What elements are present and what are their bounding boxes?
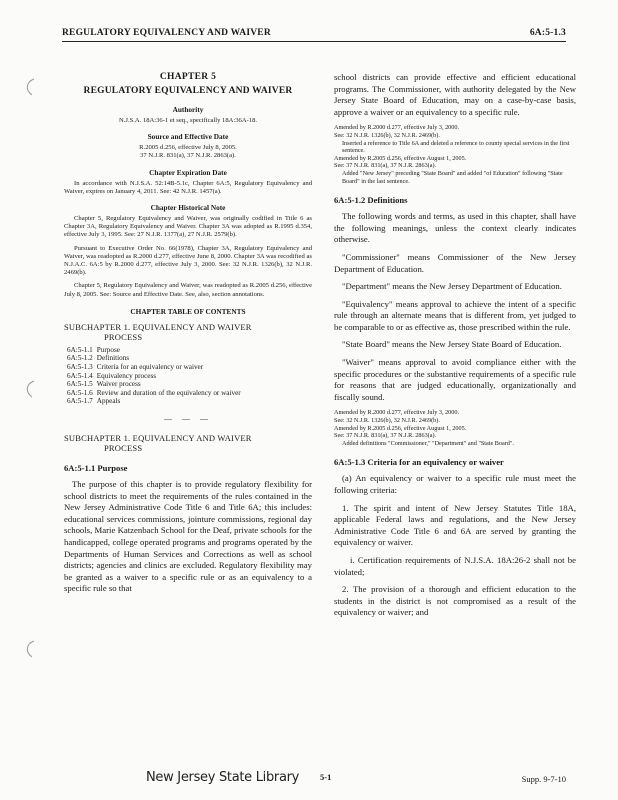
toc-title: Definitions [96, 354, 130, 363]
expiration-heading: Chapter Expiration Date [149, 167, 227, 177]
amendment-line: Added definitions "Commissioner," "Department" and "State Board". [342, 439, 514, 447]
toc-number: 6A:5-1.3 [67, 363, 93, 372]
chapter-heading [64, 72, 312, 96]
amendment-line: See: 32 N.J.R. 1326(b), 32 N.J.R. 2469(b). [334, 417, 440, 425]
history-heading: Chapter Historical Note [150, 203, 226, 213]
toc-row[interactable] [67, 363, 245, 372]
toc-row[interactable] [67, 346, 245, 355]
authority-text: N.J.S.A. 18A:36-1 et seq., specifically 18A:36A-18. [118, 117, 258, 124]
toc-subchapter [64, 322, 312, 342]
binding-hole-mark [22, 78, 38, 96]
amendment-line: Amended by R.2000 d.277, effective July 3, 2000. [334, 124, 459, 132]
amendment-note [334, 409, 576, 447]
binding-hole-mark [22, 640, 38, 658]
criteria-heading: 6A:5-1.3 Criteria for an equivalency or waiver [334, 457, 504, 468]
toc-number: 6A:5-1.1 [67, 345, 93, 354]
definitions-heading: 6A:5-1.2 Definitions [334, 195, 408, 206]
criteria-paragraph: (a) An equivalency or waiver to a specific rule must meet the following criteria: [334, 473, 576, 495]
toc-number: 6A:5-1.2 [67, 354, 93, 363]
amendment-line: See: 37 N.J.R. 831(a), 37 N.J.R. 2863(a). [334, 162, 437, 170]
toc-row[interactable] [67, 380, 245, 389]
purpose-text: The purpose of this chapter is to provide regulatory flexibility for school districts to meet the requirements of the rules contained in the New Jersey Administrative Code Title 6 and Title 6A; this includes: educational services commissions, jointure commissions, regional day schools, Marie Katzenbach School for the Deaf, private schools for the handicapped, college operated programs and programs operated by the Departments of Human Services and Corrections as well as school districts; agencies and clinics are excluded. Regulatory flexibility may be granted as a waiver to a specific rule or as an equivalency to a specific rule so that [64, 479, 312, 594]
supplement-date: Supp. 9-7-10 [521, 774, 566, 784]
history-note [64, 215, 312, 299]
source-heading: Source and Effective Date [147, 132, 229, 142]
toc-title: Appeals [96, 397, 121, 406]
toc-heading: CHAPTER TABLE OF CONTENTS [130, 306, 246, 316]
definition: "Equivalency" means approval to achieve the intent of a specific rule through an alternate means that is different from, yet judged to be comparable to or as effective as, those prescribed within the rule. [334, 298, 576, 332]
right-column [334, 72, 576, 625]
header-title: REGULATORY EQUIVALENCY AND WAIVER [62, 28, 271, 38]
purpose-heading: 6A:5-1.1 Purpose [64, 463, 128, 473]
library-stamp: New Jersey State Library [146, 770, 300, 785]
source-line: R.2005 d.256, effective July 8, 2005. [139, 144, 237, 152]
toc-number: 6A:5-1.7 [67, 397, 93, 406]
subchapter-heading [64, 433, 312, 453]
amendment-line: Amended by R.2000 d.277, effective July 3, 2000. [334, 409, 459, 417]
purpose-continued: school districts can provide effective and efficient educational programs. The Commissioner, with authority delegated by the New Jersey State Board of Education, may on a case-by-case basis, approve a waiver or an equivalency to a specific rule. [334, 72, 576, 117]
toc-title: Criteria for an equivalency or waiver [96, 363, 204, 372]
left-column [64, 72, 312, 601]
running-header [62, 28, 566, 42]
subchapter-line: SUBCHAPTER 1. EQUIVALENCY AND WAIVER [64, 433, 252, 443]
source-line: 37 N.J.R. 831(a), 37 N.J.R. 2863(a). [140, 152, 236, 160]
binding-hole-mark [22, 380, 38, 398]
toc-title: Equivalency process [96, 371, 157, 380]
amendment-line: Inserted a reference to Title 6A and deleted a reference to county special services in the first sentence. [342, 139, 570, 155]
amendment-line: See: 32 N.J.R. 1326(b), 32 N.J.R. 2469(b). [334, 131, 440, 139]
amendment-line: Added "New Jersey" preceding "State Board" and added "of Education" following "State Board" in the last sentence. [342, 169, 563, 185]
amendment-line: See: 37 N.J.R. 831(a), 37 N.J.R. 2863(a). [334, 432, 437, 440]
definition: "Waiver" means approval to avoid compliance either with the specific procedures or the substantive requirements of a specific rule for reasons that are judged educationally, organizationally and fiscally sound. [334, 357, 576, 402]
history-paragraph: Pursuant to Executive Order No. 66(1978), Chapter 3A, Regulatory Equivalency and Waiver, was readopted as R.2000 d.277, effective June 8, 2000. Chapter 3A was recodified as N.J.A.C. 6A:5 by R.2000 d.277, effective July 3, 2000. See: 32 N.J.R. 1326(b), 32 N.J.R. 2469(b). [64, 244, 312, 277]
toc-subchapter-line: SUBCHAPTER 1. EQUIVALENCY AND WAIVER [64, 321, 252, 332]
toc-number: 6A:5-1.5 [67, 380, 93, 389]
amendment-line: Amended by R.2005 d.256, effective August 1, 2005. [334, 424, 467, 432]
definitions-intro: The following words and terms, as used in this chapter, shall have the following meanings, unless the context clearly indicates otherwise. [334, 211, 576, 245]
subchapter-line: PROCESS [104, 443, 143, 453]
page-footer [62, 770, 566, 790]
toc-title: Review and duration of the equivalency or waiver [96, 388, 241, 397]
source-block [64, 144, 312, 160]
chapter-title: REGULATORY EQUIVALENCY AND WAIVER [83, 86, 293, 96]
history-paragraph: Chapter 5, Regulatory Equivalency and Waiver, was originally codified in Title 6 as Chapter 3A, Regulatory Equivalency and Waiver. Chapter 3A was adopted as R.1995 d.354, effective July 3, 1995. See: 27 N.J.R. 1377(a), 27 N.J.R. 2579(b). [64, 215, 312, 239]
criteria-item: 2. The provision of a thorough and efficient education to the students in the district is not compromised as a result of the equivalency or waiver; and [334, 584, 576, 618]
toc-title: Purpose [96, 345, 120, 354]
definition: "State Board" means the New Jersey State Board of Education. [342, 339, 562, 350]
chapter-number: CHAPTER 5 [159, 72, 217, 82]
page-number: 5-1 [320, 772, 332, 782]
toc-number: 6A:5-1.4 [67, 371, 93, 380]
criteria-subitem: i. Certification requirements of N.J.S.A. 18A:26-2 shall not be violated; [334, 554, 576, 577]
amendment-note [334, 124, 576, 185]
table-of-contents [67, 346, 245, 406]
definition: "Commissioner" means Commissioner of the New Jersey Department of Education. [334, 251, 576, 274]
authority-heading: Authority [172, 105, 204, 114]
history-paragraph: Chapter 5, Regulatory Equivalency and Waiver, was readopted as R.2005 d.256, effective July 8, 2005. See: Source and Effective Date. See, also, section annotations. [64, 282, 312, 298]
amendment-line: Amended by R.2005 d.256, effective August 1, 2005. [334, 154, 467, 162]
toc-number: 6A:5-1.6 [67, 388, 93, 397]
section-divider: — — — [164, 414, 212, 423]
definition: "Department" means the New Jersey Department of Education. [342, 281, 562, 292]
header-section: 6A:5-1.3 [529, 28, 566, 38]
toc-row[interactable] [67, 372, 245, 381]
criteria-item: 1. The spirit and intent of New Jersey Statutes Title 18A, applicable Federal laws and regulations, and the New Jersey Administrative Code Title 6 and 6A are served by granting the equivalency or waiver. [334, 502, 576, 548]
toc-subchapter-line: PROCESS [104, 331, 143, 342]
toc-row[interactable] [67, 389, 245, 398]
toc-title: Waiver process [96, 380, 141, 389]
toc-row[interactable] [67, 354, 245, 363]
toc-row[interactable] [67, 397, 245, 406]
expiration-text: In accordance with N.J.S.A. 52:14B-5.1c, Chapter 6A:5, Regulatory Equivalency and Waiver, expires on January 4, 2011. See: 42 N.J.R. 1457(a). [64, 179, 312, 195]
